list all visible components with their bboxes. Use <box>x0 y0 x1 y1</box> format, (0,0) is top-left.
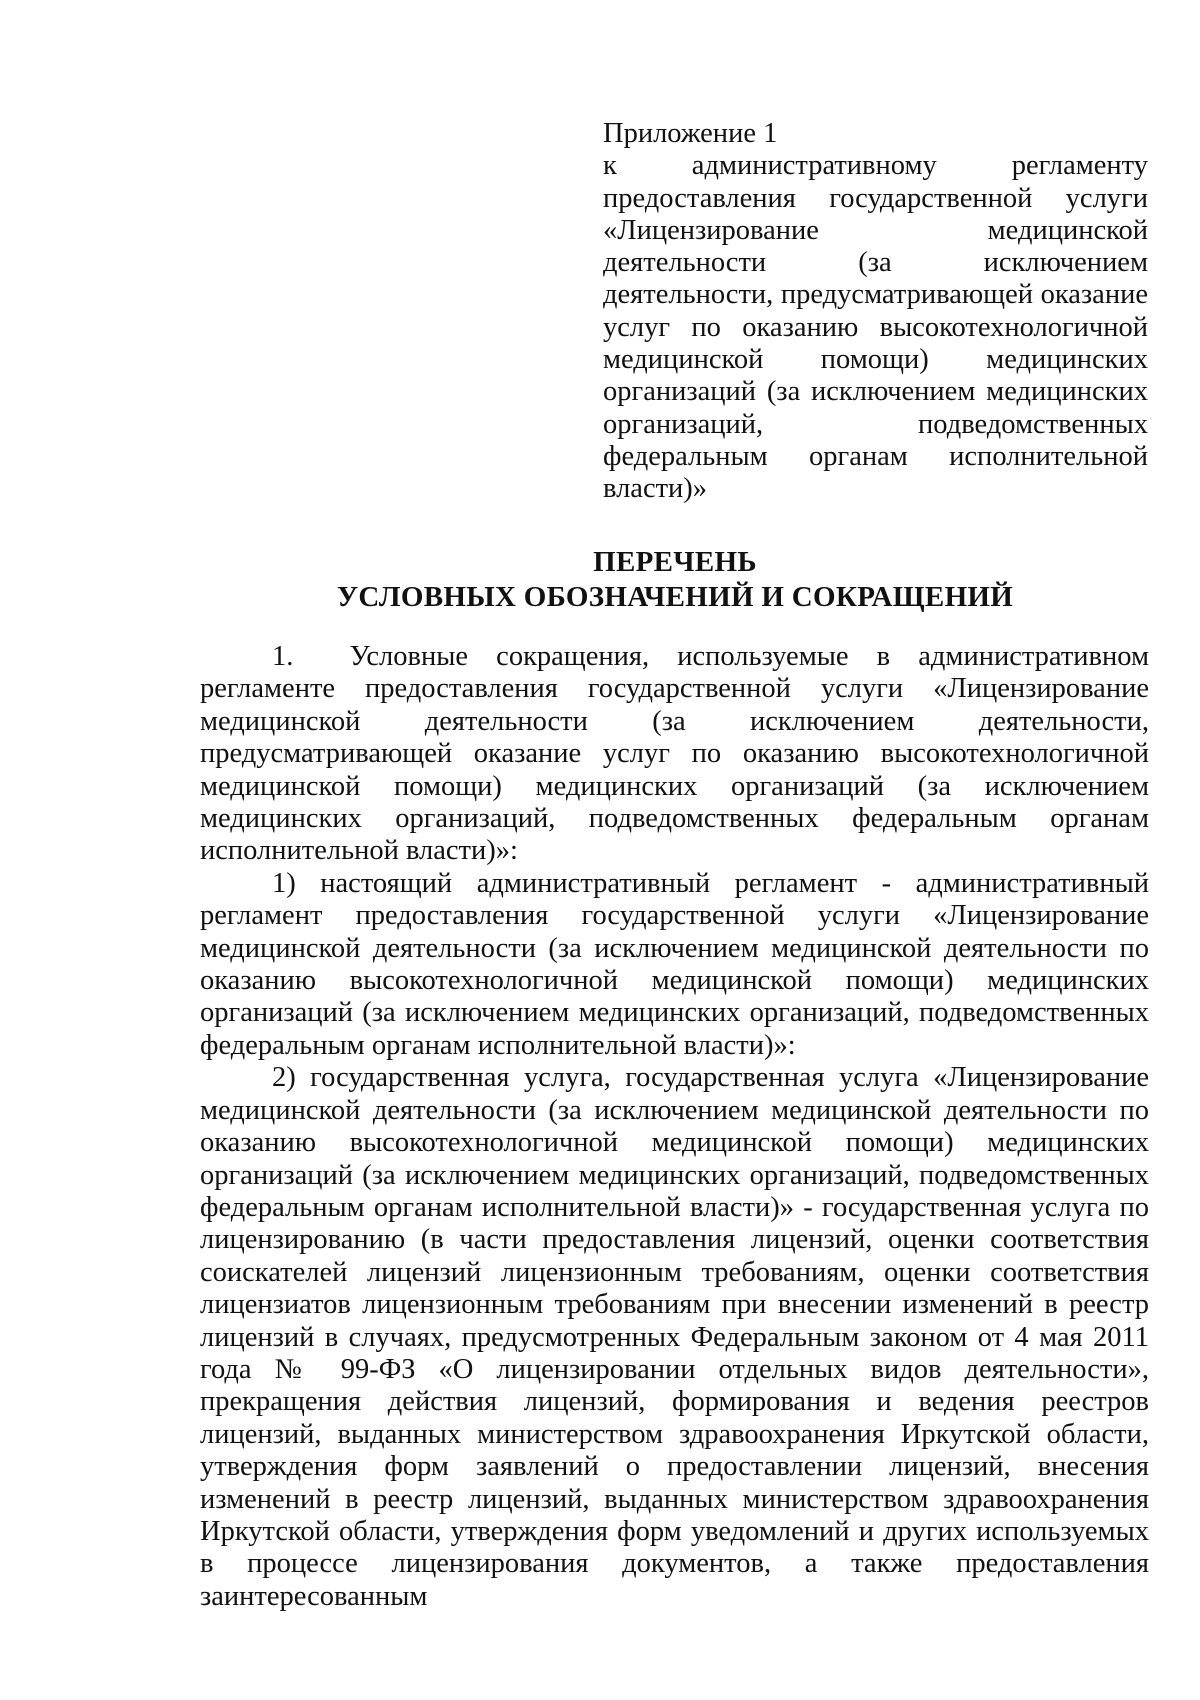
paragraph-item-2: 2) государственная услуга, государственная услуга «Лицензирование медицинской деятельности (за исключением медицинской деятельности по оказанию высокотехнологичной медицинской помощи) медицинских организаций (за исключением медицинских организаций, подведомственных федеральным органам исполнительной власти)» - государственная услуга по лицензированию (в части предоставления лицензий, оценки соответствия соискателей лицензий лицензионным требованиям, оценки соответствия лицензиатов лицензионным требованиям при внесении изменений в реестр лицензий в случаях, предусмотренных Федеральным законом от 4 мая 2011 года № 99-ФЗ «О лицензировании отдельных видов деятельности», прекращения действия лицензий, формирования и ведения реестров лицензий, выданных министерством здравоохранения Иркутской области, утверждения форм заявлений о предоставлении лицензий, внесения изменений в реестр лицензий, выданных министерством здравоохранения Иркутской области, утверждения форм уведомлений и других используемых в процессе лицензирования документов, а также предоставления заинтересованным <box>200 1062 1149 1612</box>
paragraph-item-1: 1) настоящий административный регламент - административный регламент предоставления государственной услуги «Лицензирование медицинской деятельности (за исключением медицинской деятельности по оказанию высокотехнологичной медицинской помощи) медицинских организаций (за исключением медицинских организаций, подведомственных федеральным органам исполнительной власти)»: <box>200 867 1149 1061</box>
document-subtitle: УСЛОВНЫХ ОБОЗНАЧЕНИЙ И СОКРАЩЕНИЙ <box>336 581 1014 613</box>
appendix-header <box>603 118 1148 506</box>
appendix-reference: к административному регламенту предоставления государственной услуги «Лицензирование медицинской деятельности (за исключением деятельности, предусматривающей оказание услуг по оказанию высокотехнологичной медицинской помощи) медицинских организаций (за исключением медицинских организаций, подведомственных федеральным органам исполнительной власти)» <box>603 150 1148 505</box>
paragraph-1: 1. Условные сокращения, используемые в административном регламенте предоставления государственной услуги «Лицензирование медицинской деятельности (за исключением деятельности, предусматривающей оказание услуг по оказанию высокотехнологичной медицинской помощи) медицинских организаций (за исключением медицинских организаций, подведомственных федеральным органам исполнительной власти)»: <box>200 641 1149 867</box>
document-title: ПЕРЕЧЕНЬ <box>593 546 757 578</box>
appendix-number: Приложение 1 <box>603 118 778 149</box>
document-body <box>200 641 1149 1613</box>
